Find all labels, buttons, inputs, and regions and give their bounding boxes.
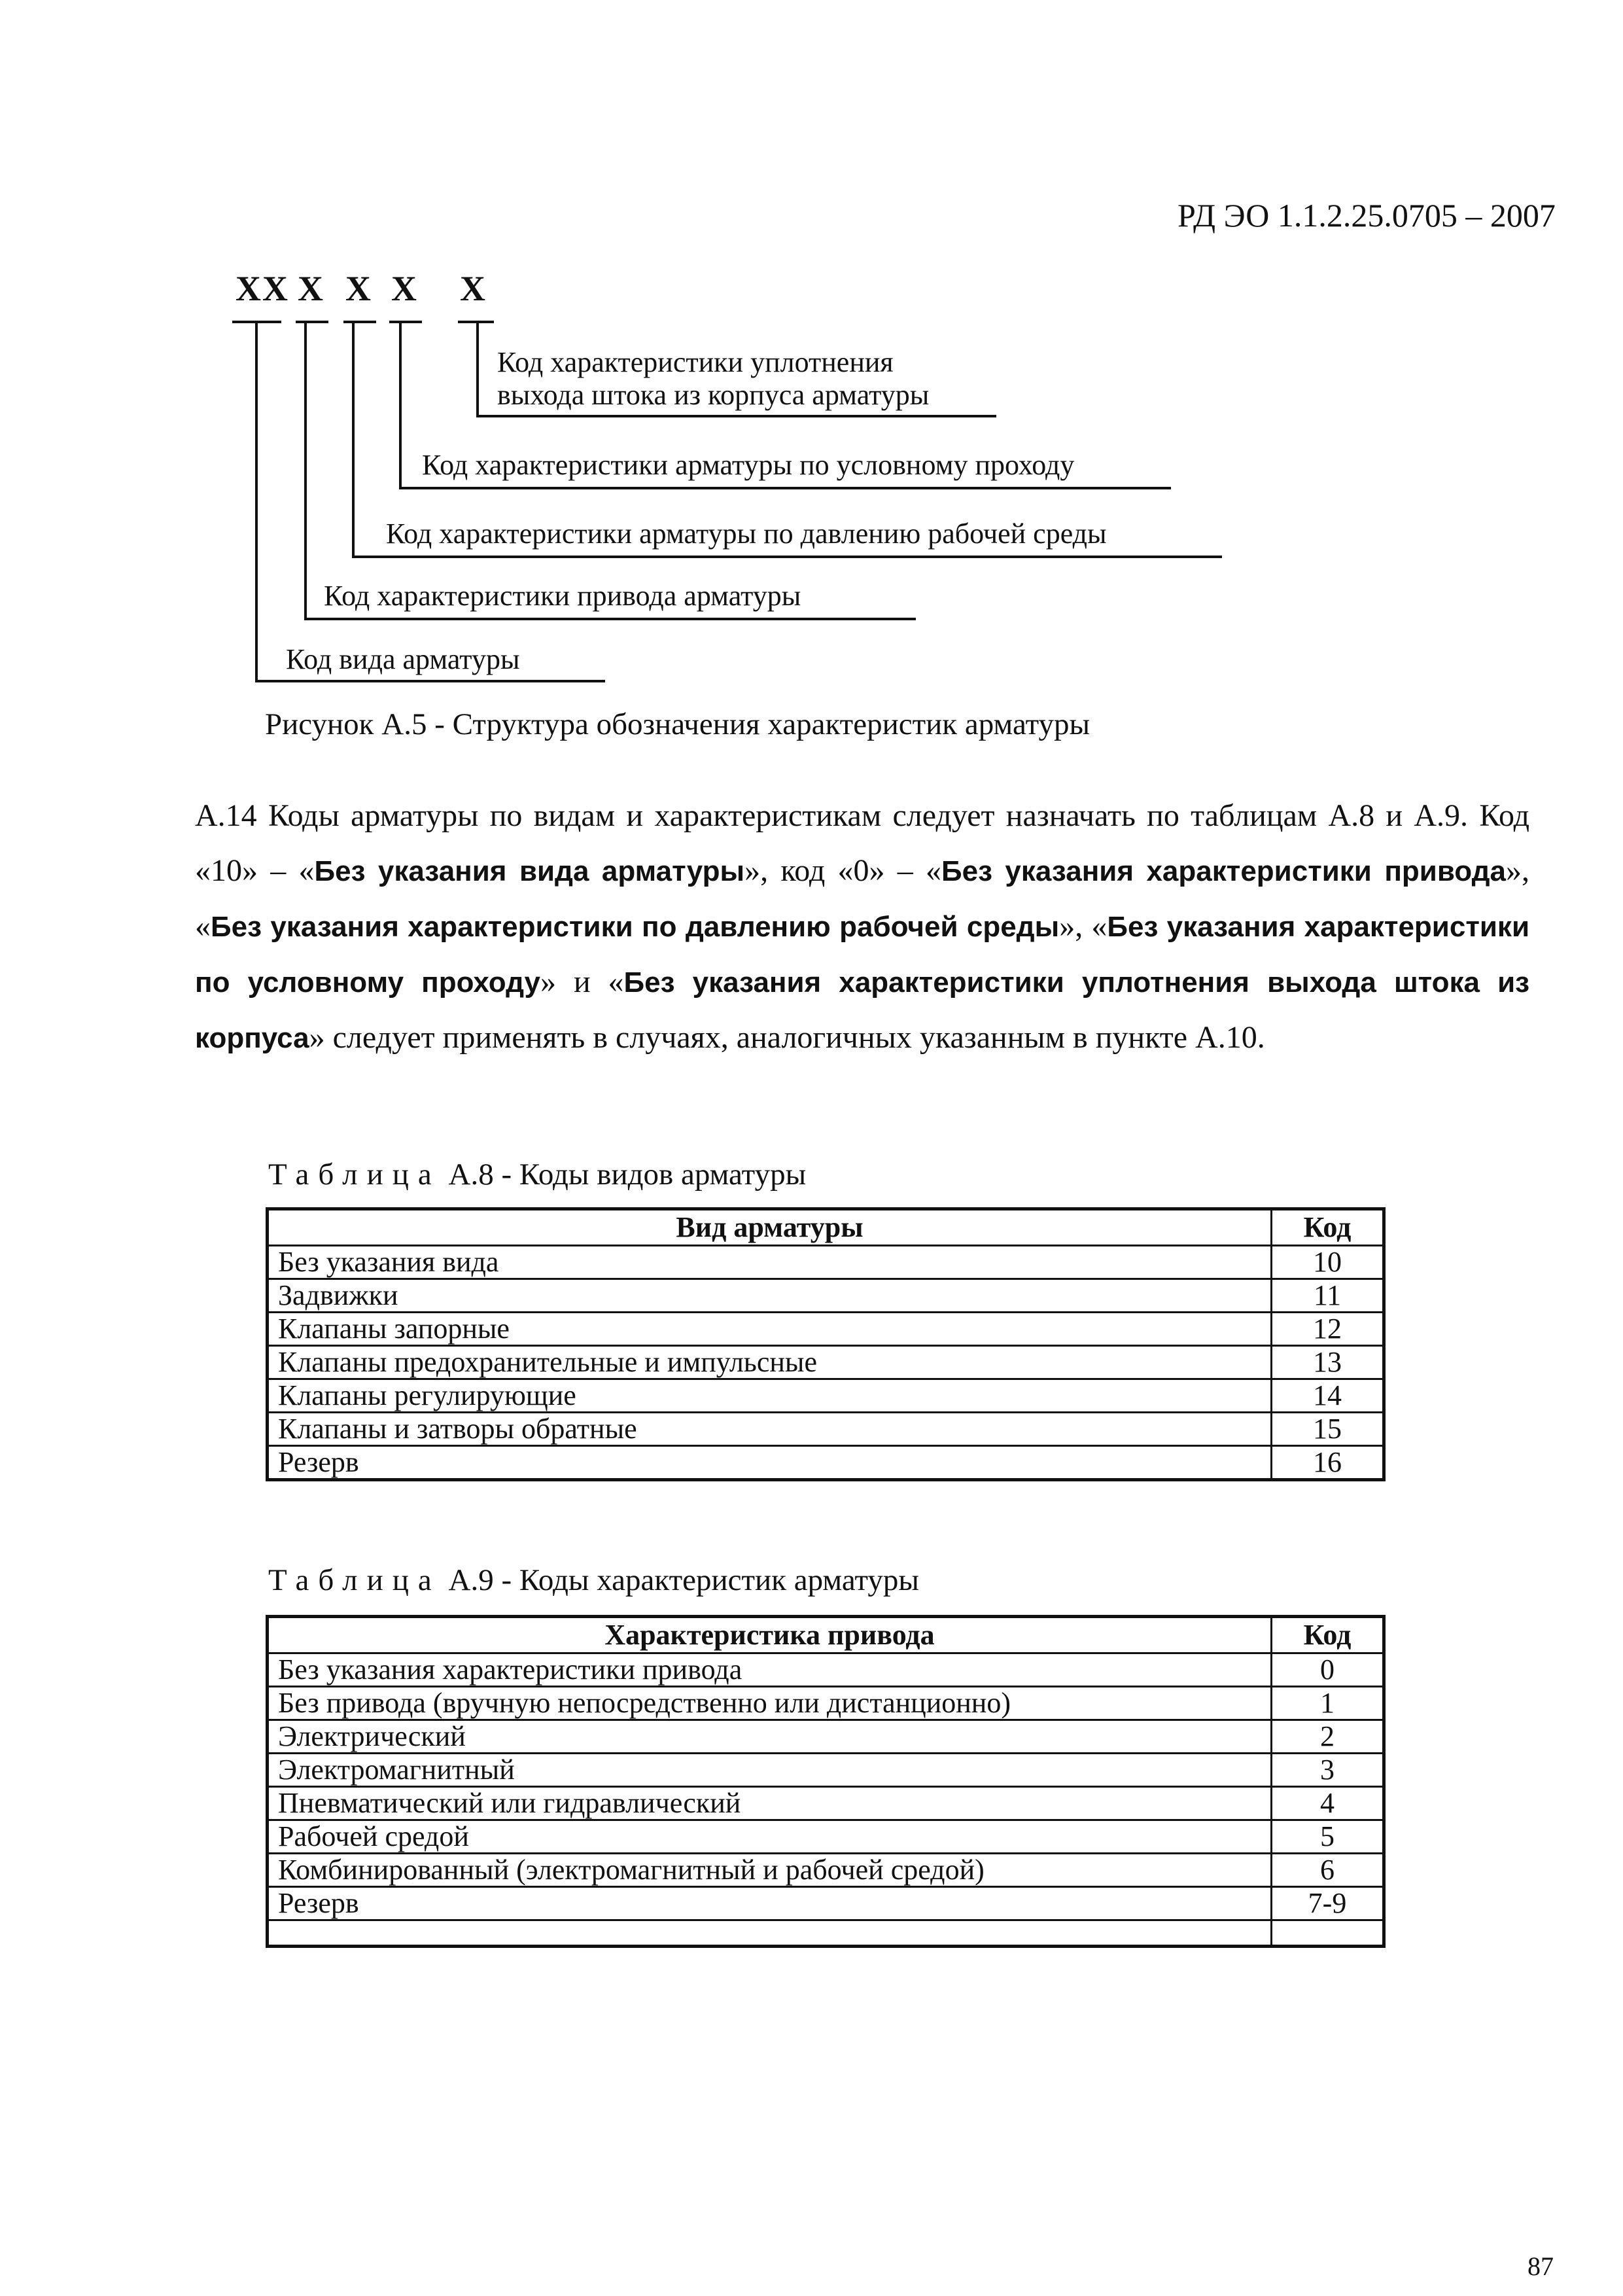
label-rule-type xyxy=(255,680,605,682)
label-type: Код вида арматуры xyxy=(286,643,520,675)
table-header-row xyxy=(268,1209,1384,1246)
bold-term: Без указания характеристики привода xyxy=(941,855,1506,887)
document-code: РД ЭО 1.1.2.25.0705 – 2007 xyxy=(1178,197,1556,234)
table-header-row xyxy=(268,1617,1384,1653)
table-row: Клапаны регулирующие 14 xyxy=(268,1379,1384,1413)
code-underline xyxy=(296,321,328,323)
label-rule-passage xyxy=(399,487,1171,489)
leader-line-seal xyxy=(476,322,479,417)
table-row: Без привода (вручную непосредственно или дистанционно) 1 xyxy=(268,1687,1384,1720)
label-seal: Код характеристики уплотнения xyxy=(497,346,894,378)
column-header: Код xyxy=(1272,1209,1384,1246)
table-row: Комбинированный (электромагнитный и рабочей средой) 6 xyxy=(268,1854,1384,1887)
table-row: Клапаны и затворы обратные 15 xyxy=(268,1413,1384,1446)
table-row: Резерв 7-9 xyxy=(268,1887,1384,1920)
figure-caption: Рисунок А.5 - Структура обозначения характеристик арматуры xyxy=(265,707,1091,741)
bold-term: Без указания вида арматуры xyxy=(314,855,745,887)
label-rule-pressure xyxy=(352,556,1222,558)
column-header: Вид арматуры xyxy=(268,1209,1272,1246)
label-pressure: Код характеристики арматуры по давлению рабочей среды xyxy=(386,518,1107,550)
table-a9 xyxy=(266,1615,1386,1948)
code-part-pressure: X xyxy=(345,269,372,308)
paragraph-a14: А.14 Коды арматуры по видам и характеристикам следует назначать по таблицам А.8 и А.9. Код «10» – «Без указания вида арматуры», код «0» – «Без указания характеристики привода», «Без указания характеристики по давлению рабочей среды», «Без указания характеристики по условному проходу» и «Без указания характеристики уплотнения выхода штока из корпуса» следует применять в случаях, аналогичных указанным в пункте А.10. xyxy=(195,798,1530,1055)
code-part-seal: X xyxy=(460,269,487,308)
table-row-empty xyxy=(268,1920,1384,1947)
label-seal-line2: выхода штока из корпуса арматуры xyxy=(497,379,930,411)
code-underline xyxy=(343,321,376,323)
table-a8-caption: Таблица А.8 - Коды видов арматуры xyxy=(268,1157,807,1192)
label-passage: Код характеристики арматуры по условному проходу xyxy=(422,449,1075,481)
page-number: 87 xyxy=(1527,2252,1554,2281)
code-underline xyxy=(389,321,422,323)
table-a9-caption: Таблица А.9 - Коды характеристик арматуры xyxy=(268,1563,919,1597)
table-row: Без указания вида 10 xyxy=(268,1246,1384,1279)
code-part-drive: X xyxy=(298,269,324,308)
label-drive: Код характеристики привода арматуры xyxy=(324,580,801,612)
table-row: Пневматический или гидравлический 4 xyxy=(268,1787,1384,1820)
table-row: Без указания характеристики привода 0 xyxy=(268,1653,1384,1687)
leader-line-passage xyxy=(399,322,402,489)
leader-line-type xyxy=(255,322,258,682)
table-row: Клапаны предохранительные и импульсные 13 xyxy=(268,1346,1384,1379)
table-row: Резерв 16 xyxy=(268,1446,1384,1480)
leader-line-drive xyxy=(304,322,307,620)
table-row: Электромагнитный 3 xyxy=(268,1754,1384,1787)
bold-term: Без указания характеристики по давлению рабочей среды xyxy=(211,911,1060,943)
bold-term: Без указания характеристики по условному проходу xyxy=(195,911,1529,998)
table-a8 xyxy=(266,1207,1386,1481)
label-rule-seal xyxy=(476,415,996,417)
table-row: Задвижки 11 xyxy=(268,1279,1384,1313)
code-part-type: XX xyxy=(236,269,289,308)
column-header: Код xyxy=(1272,1617,1384,1653)
leader-line-pressure xyxy=(352,322,355,557)
table-row: Электрический 2 xyxy=(268,1720,1384,1754)
table-row: Рабочей средой 5 xyxy=(268,1820,1384,1854)
table-row: Клапаны запорные 12 xyxy=(268,1313,1384,1346)
label-rule-drive xyxy=(304,618,916,620)
column-header: Характеристика привода xyxy=(268,1617,1272,1653)
bold-term: Без указания характеристики уплотнения выхода штока из корпуса xyxy=(195,966,1530,1054)
code-part-passage: X xyxy=(391,269,418,308)
